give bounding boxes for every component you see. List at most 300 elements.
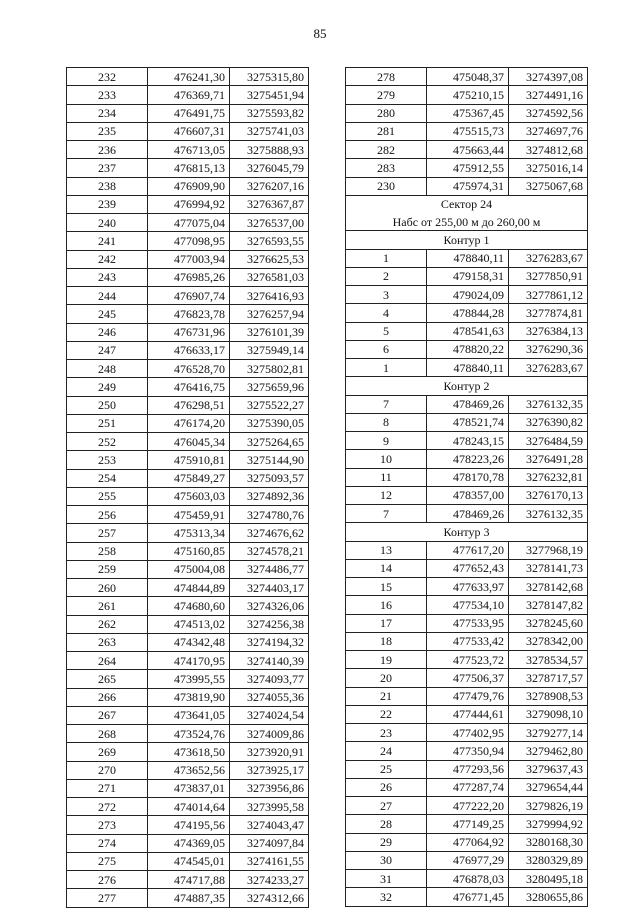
x-coordinate: 474342,48 bbox=[148, 633, 230, 651]
y-coordinate: 3273956,86 bbox=[230, 779, 309, 797]
table-row bbox=[346, 705, 588, 723]
x-coordinate: 475515,73 bbox=[427, 122, 509, 140]
point-number: 18 bbox=[346, 632, 427, 650]
table-row bbox=[67, 743, 309, 761]
y-coordinate: 3274892,36 bbox=[230, 487, 309, 505]
table-row bbox=[67, 159, 309, 177]
x-coordinate: 478243,15 bbox=[427, 432, 509, 450]
x-coordinate: 475912,55 bbox=[427, 159, 509, 177]
point-number: 255 bbox=[67, 487, 148, 505]
y-coordinate: 3275741,03 bbox=[230, 122, 309, 140]
sector-subtitle: Набс от 255,00 м до 260,00 м bbox=[346, 213, 588, 231]
x-coordinate: 474369,05 bbox=[148, 834, 230, 852]
x-coordinate: 476528,70 bbox=[148, 360, 230, 378]
point-number: 235 bbox=[67, 122, 148, 140]
y-coordinate: 3275802,81 bbox=[230, 360, 309, 378]
x-coordinate: 473837,01 bbox=[148, 779, 230, 797]
point-number: 232 bbox=[67, 68, 148, 86]
x-coordinate: 473819,90 bbox=[148, 688, 230, 706]
x-coordinate: 476985,26 bbox=[148, 268, 230, 286]
point-number: 259 bbox=[67, 560, 148, 578]
y-coordinate: 3280655,86 bbox=[509, 888, 588, 906]
point-number: 5 bbox=[346, 322, 427, 340]
x-coordinate: 477534,10 bbox=[427, 596, 509, 614]
x-coordinate: 473995,55 bbox=[148, 670, 230, 688]
table-row bbox=[346, 249, 588, 267]
point-number: 9 bbox=[346, 432, 427, 450]
table-row bbox=[67, 250, 309, 268]
point-number: 253 bbox=[67, 451, 148, 469]
x-coordinate: 476731,96 bbox=[148, 323, 230, 341]
y-coordinate: 3277968,19 bbox=[509, 541, 588, 559]
y-coordinate: 3275144,90 bbox=[230, 451, 309, 469]
point-number: 12 bbox=[346, 486, 427, 504]
y-coordinate: 3278245,60 bbox=[509, 614, 588, 632]
x-coordinate: 474513,02 bbox=[148, 615, 230, 633]
y-coordinate: 3276232,81 bbox=[509, 468, 588, 486]
table-row bbox=[346, 687, 588, 705]
table-row bbox=[67, 816, 309, 834]
x-coordinate: 476713,05 bbox=[148, 141, 230, 159]
sector-title: Сектор 24 bbox=[346, 195, 588, 213]
point-number: 2 bbox=[346, 267, 427, 285]
x-coordinate: 474545,01 bbox=[148, 852, 230, 870]
x-coordinate: 477506,37 bbox=[427, 669, 509, 687]
table-row bbox=[346, 304, 588, 322]
point-number: 22 bbox=[346, 705, 427, 723]
point-number: 24 bbox=[346, 742, 427, 760]
y-coordinate: 3276416,93 bbox=[230, 287, 309, 305]
x-coordinate: 477617,20 bbox=[427, 541, 509, 559]
table-row bbox=[67, 834, 309, 852]
point-number: 239 bbox=[67, 195, 148, 213]
x-coordinate: 475160,85 bbox=[148, 542, 230, 560]
point-number: 274 bbox=[67, 834, 148, 852]
table-row bbox=[67, 396, 309, 414]
table-row bbox=[67, 779, 309, 797]
x-coordinate: 477149,25 bbox=[427, 815, 509, 833]
page-number: 85 bbox=[313, 26, 327, 41]
y-coordinate: 3278142,68 bbox=[509, 578, 588, 596]
x-coordinate: 475603,03 bbox=[148, 487, 230, 505]
x-coordinate: 478541,63 bbox=[427, 322, 509, 340]
table-row bbox=[346, 104, 588, 122]
y-coordinate: 3276367,87 bbox=[230, 195, 309, 213]
point-number: 249 bbox=[67, 378, 148, 396]
point-number: 281 bbox=[346, 122, 427, 140]
table-row bbox=[346, 450, 588, 468]
x-coordinate: 473524,76 bbox=[148, 725, 230, 743]
y-coordinate: 3274312,66 bbox=[230, 889, 309, 907]
y-coordinate: 3275264,65 bbox=[230, 433, 309, 451]
y-coordinate: 3276045,79 bbox=[230, 159, 309, 177]
table-row bbox=[346, 86, 588, 104]
point-number: 256 bbox=[67, 506, 148, 524]
table-row bbox=[346, 486, 588, 504]
x-coordinate: 477075,04 bbox=[148, 214, 230, 232]
point-number: 252 bbox=[67, 433, 148, 451]
table-row bbox=[67, 305, 309, 323]
table-row bbox=[346, 395, 588, 413]
y-coordinate: 3275315,80 bbox=[230, 68, 309, 86]
x-coordinate: 474195,56 bbox=[148, 816, 230, 834]
table-row bbox=[67, 232, 309, 250]
point-number: 282 bbox=[346, 141, 427, 159]
x-coordinate: 476994,92 bbox=[148, 195, 230, 213]
x-coordinate: 476977,29 bbox=[427, 851, 509, 869]
point-number: 25 bbox=[346, 760, 427, 778]
y-coordinate: 3275067,68 bbox=[509, 177, 588, 195]
contour-2-label: Контур 2 bbox=[346, 377, 588, 395]
right-coordinates-table bbox=[345, 67, 588, 907]
x-coordinate: 477479,76 bbox=[427, 687, 509, 705]
point-number: 283 bbox=[346, 159, 427, 177]
x-coordinate: 473641,05 bbox=[148, 706, 230, 724]
y-coordinate: 3277850,91 bbox=[509, 267, 588, 285]
y-coordinate: 3278534,57 bbox=[509, 651, 588, 669]
table-row bbox=[346, 888, 588, 906]
x-coordinate: 473652,56 bbox=[148, 761, 230, 779]
x-coordinate: 478357,00 bbox=[427, 486, 509, 504]
y-coordinate: 3273995,58 bbox=[230, 798, 309, 816]
y-coordinate: 3276484,59 bbox=[509, 432, 588, 450]
table-row bbox=[346, 815, 588, 833]
y-coordinate: 3276132,35 bbox=[509, 395, 588, 413]
x-coordinate: 478223,26 bbox=[427, 450, 509, 468]
left-table-body bbox=[67, 68, 309, 908]
point-number: 258 bbox=[67, 542, 148, 560]
x-coordinate: 476878,03 bbox=[427, 870, 509, 888]
point-number: 240 bbox=[67, 214, 148, 232]
table-row bbox=[67, 323, 309, 341]
point-number: 16 bbox=[346, 596, 427, 614]
point-number: 268 bbox=[67, 725, 148, 743]
point-number: 8 bbox=[346, 413, 427, 431]
x-coordinate: 475910,81 bbox=[148, 451, 230, 469]
table-row bbox=[346, 651, 588, 669]
point-number: 272 bbox=[67, 798, 148, 816]
table-row bbox=[346, 742, 588, 760]
point-number: 11 bbox=[346, 468, 427, 486]
y-coordinate: 3278342,00 bbox=[509, 632, 588, 650]
y-coordinate: 3275593,82 bbox=[230, 104, 309, 122]
table-row bbox=[346, 760, 588, 778]
table-row bbox=[67, 122, 309, 140]
table-row bbox=[67, 214, 309, 232]
y-coordinate: 3279462,80 bbox=[509, 742, 588, 760]
point-number: 257 bbox=[67, 524, 148, 542]
y-coordinate: 3274024,54 bbox=[230, 706, 309, 724]
x-coordinate: 476909,90 bbox=[148, 177, 230, 195]
point-number: 242 bbox=[67, 250, 148, 268]
y-coordinate: 3274140,39 bbox=[230, 652, 309, 670]
point-number: 7 bbox=[346, 505, 427, 523]
table-row bbox=[346, 505, 588, 523]
table-row bbox=[67, 579, 309, 597]
point-number: 7 bbox=[346, 395, 427, 413]
table-row bbox=[67, 141, 309, 159]
contour-1-label-row bbox=[346, 231, 588, 249]
table-row bbox=[346, 541, 588, 559]
point-number: 246 bbox=[67, 323, 148, 341]
x-coordinate: 474680,60 bbox=[148, 597, 230, 615]
y-coordinate: 3274043,47 bbox=[230, 816, 309, 834]
y-coordinate: 3274194,32 bbox=[230, 633, 309, 651]
x-coordinate: 479158,31 bbox=[427, 267, 509, 285]
y-coordinate: 3274812,68 bbox=[509, 141, 588, 159]
table-row bbox=[67, 761, 309, 779]
table-row bbox=[67, 287, 309, 305]
point-number: 10 bbox=[346, 450, 427, 468]
point-number: 237 bbox=[67, 159, 148, 177]
table-row bbox=[346, 669, 588, 687]
point-number: 241 bbox=[67, 232, 148, 250]
table-row bbox=[67, 195, 309, 213]
x-coordinate: 476298,51 bbox=[148, 396, 230, 414]
y-coordinate: 3276132,35 bbox=[509, 505, 588, 523]
left-coordinates-table bbox=[66, 67, 309, 908]
y-coordinate: 3276283,67 bbox=[509, 249, 588, 267]
y-coordinate: 3275451,94 bbox=[230, 86, 309, 104]
point-number: 27 bbox=[346, 797, 427, 815]
y-coordinate: 3274697,76 bbox=[509, 122, 588, 140]
x-coordinate: 475004,08 bbox=[148, 560, 230, 578]
x-coordinate: 478820,22 bbox=[427, 340, 509, 358]
point-number: 28 bbox=[346, 815, 427, 833]
x-coordinate: 476815,13 bbox=[148, 159, 230, 177]
x-coordinate: 476416,75 bbox=[148, 378, 230, 396]
x-coordinate: 477444,61 bbox=[427, 705, 509, 723]
y-coordinate: 3274491,16 bbox=[509, 86, 588, 104]
point-number: 3 bbox=[346, 286, 427, 304]
right-table-body bbox=[346, 68, 588, 907]
table-row bbox=[67, 104, 309, 122]
y-coordinate: 3274326,06 bbox=[230, 597, 309, 615]
point-number: 264 bbox=[67, 652, 148, 670]
y-coordinate: 3276537,00 bbox=[230, 214, 309, 232]
table-row bbox=[346, 870, 588, 888]
x-coordinate: 477633,97 bbox=[427, 578, 509, 596]
y-coordinate: 3278908,53 bbox=[509, 687, 588, 705]
x-coordinate: 476491,75 bbox=[148, 104, 230, 122]
point-number: 234 bbox=[67, 104, 148, 122]
point-number: 266 bbox=[67, 688, 148, 706]
x-coordinate: 477533,95 bbox=[427, 614, 509, 632]
table-row bbox=[346, 432, 588, 450]
x-coordinate: 474170,95 bbox=[148, 652, 230, 670]
table-row bbox=[67, 177, 309, 195]
point-number: 4 bbox=[346, 304, 427, 322]
point-number: 251 bbox=[67, 414, 148, 432]
table-row bbox=[67, 268, 309, 286]
x-coordinate: 478840,11 bbox=[427, 249, 509, 267]
point-number: 276 bbox=[67, 871, 148, 889]
point-number: 236 bbox=[67, 141, 148, 159]
table-row bbox=[67, 341, 309, 359]
x-coordinate: 477222,20 bbox=[427, 797, 509, 815]
y-coordinate: 3274161,55 bbox=[230, 852, 309, 870]
y-coordinate: 3276257,94 bbox=[230, 305, 309, 323]
table-row bbox=[346, 851, 588, 869]
x-coordinate: 476241,30 bbox=[148, 68, 230, 86]
y-coordinate: 3273920,91 bbox=[230, 743, 309, 761]
point-number: 245 bbox=[67, 305, 148, 323]
y-coordinate: 3276290,36 bbox=[509, 340, 588, 358]
y-coordinate: 3279826,19 bbox=[509, 797, 588, 815]
point-number: 261 bbox=[67, 597, 148, 615]
table-row bbox=[346, 322, 588, 340]
x-coordinate: 475313,34 bbox=[148, 524, 230, 542]
table-row bbox=[346, 286, 588, 304]
point-number: 280 bbox=[346, 104, 427, 122]
y-coordinate: 3274233,27 bbox=[230, 871, 309, 889]
y-coordinate: 3274676,62 bbox=[230, 524, 309, 542]
point-number: 250 bbox=[67, 396, 148, 414]
table-row bbox=[67, 68, 309, 86]
contour-2-label-row bbox=[346, 377, 588, 395]
table-row bbox=[67, 652, 309, 670]
contour-3-label: Контур 3 bbox=[346, 523, 588, 541]
x-coordinate: 476045,34 bbox=[148, 433, 230, 451]
y-coordinate: 3274486,77 bbox=[230, 560, 309, 578]
x-coordinate: 474014,64 bbox=[148, 798, 230, 816]
y-coordinate: 3276283,67 bbox=[509, 359, 588, 377]
x-coordinate: 474717,88 bbox=[148, 871, 230, 889]
table-row bbox=[346, 468, 588, 486]
y-coordinate: 3277861,12 bbox=[509, 286, 588, 304]
table-row bbox=[346, 632, 588, 650]
x-coordinate: 476823,78 bbox=[148, 305, 230, 323]
y-coordinate: 3276101,39 bbox=[230, 323, 309, 341]
y-coordinate: 3274009,86 bbox=[230, 725, 309, 743]
point-number: 279 bbox=[346, 86, 427, 104]
x-coordinate: 479024,09 bbox=[427, 286, 509, 304]
y-coordinate: 3276593,55 bbox=[230, 232, 309, 250]
x-coordinate: 477350,94 bbox=[427, 742, 509, 760]
point-number: 243 bbox=[67, 268, 148, 286]
table-row bbox=[67, 506, 309, 524]
table-row bbox=[67, 360, 309, 378]
table-row bbox=[67, 524, 309, 542]
table-row bbox=[67, 688, 309, 706]
y-coordinate: 3273925,17 bbox=[230, 761, 309, 779]
table-row bbox=[67, 469, 309, 487]
point-number: 32 bbox=[346, 888, 427, 906]
y-coordinate: 3278717,57 bbox=[509, 669, 588, 687]
x-coordinate: 476607,31 bbox=[148, 122, 230, 140]
point-number: 278 bbox=[346, 68, 427, 86]
y-coordinate: 3274055,36 bbox=[230, 688, 309, 706]
table-row bbox=[67, 725, 309, 743]
table-row bbox=[346, 340, 588, 358]
table-row bbox=[67, 706, 309, 724]
x-coordinate: 478521,74 bbox=[427, 413, 509, 431]
y-coordinate: 3279654,44 bbox=[509, 778, 588, 796]
y-coordinate: 3276207,16 bbox=[230, 177, 309, 195]
point-number: 238 bbox=[67, 177, 148, 195]
x-coordinate: 476771,45 bbox=[427, 888, 509, 906]
x-coordinate: 478469,26 bbox=[427, 505, 509, 523]
x-coordinate: 473618,50 bbox=[148, 743, 230, 761]
x-coordinate: 478840,11 bbox=[427, 359, 509, 377]
point-number: 15 bbox=[346, 578, 427, 596]
table-row bbox=[346, 159, 588, 177]
table-row bbox=[67, 451, 309, 469]
x-coordinate: 478844,28 bbox=[427, 304, 509, 322]
point-number: 265 bbox=[67, 670, 148, 688]
y-coordinate: 3276625,53 bbox=[230, 250, 309, 268]
table-row bbox=[67, 889, 309, 907]
table-row bbox=[67, 86, 309, 104]
table-row bbox=[346, 68, 588, 86]
x-coordinate: 477652,43 bbox=[427, 559, 509, 577]
x-coordinate: 477287,74 bbox=[427, 778, 509, 796]
table-row bbox=[346, 177, 588, 195]
x-coordinate: 475974,31 bbox=[427, 177, 509, 195]
y-coordinate: 3275016,14 bbox=[509, 159, 588, 177]
y-coordinate: 3275659,96 bbox=[230, 378, 309, 396]
table-row bbox=[67, 414, 309, 432]
point-number: 271 bbox=[67, 779, 148, 797]
x-coordinate: 478170,78 bbox=[427, 468, 509, 486]
x-coordinate: 477293,56 bbox=[427, 760, 509, 778]
point-number: 17 bbox=[346, 614, 427, 632]
table-row bbox=[346, 141, 588, 159]
x-coordinate: 474844,89 bbox=[148, 579, 230, 597]
y-coordinate: 3279994,92 bbox=[509, 815, 588, 833]
y-coordinate: 3280329,89 bbox=[509, 851, 588, 869]
table-row bbox=[67, 378, 309, 396]
table-row bbox=[67, 798, 309, 816]
y-coordinate: 3274403,17 bbox=[230, 579, 309, 597]
table-row bbox=[346, 797, 588, 815]
y-coordinate: 3275949,14 bbox=[230, 341, 309, 359]
point-number: 30 bbox=[346, 851, 427, 869]
y-coordinate: 3275888,93 bbox=[230, 141, 309, 159]
y-coordinate: 3278141,73 bbox=[509, 559, 588, 577]
table-row bbox=[346, 578, 588, 596]
point-number: 14 bbox=[346, 559, 427, 577]
x-coordinate: 475459,91 bbox=[148, 506, 230, 524]
y-coordinate: 3276581,03 bbox=[230, 268, 309, 286]
y-coordinate: 3275390,05 bbox=[230, 414, 309, 432]
table-row bbox=[67, 542, 309, 560]
x-coordinate: 475367,45 bbox=[427, 104, 509, 122]
point-number: 6 bbox=[346, 340, 427, 358]
table-row bbox=[67, 670, 309, 688]
contour-3-label-row bbox=[346, 523, 588, 541]
y-coordinate: 3279277,14 bbox=[509, 724, 588, 742]
table-row bbox=[346, 359, 588, 377]
y-coordinate: 3277874,81 bbox=[509, 304, 588, 322]
x-coordinate: 476907,74 bbox=[148, 287, 230, 305]
point-number: 262 bbox=[67, 615, 148, 633]
x-coordinate: 477533,42 bbox=[427, 632, 509, 650]
point-number: 29 bbox=[346, 833, 427, 851]
y-coordinate: 3274578,21 bbox=[230, 542, 309, 560]
table-row bbox=[67, 871, 309, 889]
point-number: 275 bbox=[67, 852, 148, 870]
x-coordinate: 477523,72 bbox=[427, 651, 509, 669]
point-number: 244 bbox=[67, 287, 148, 305]
y-coordinate: 3280495,18 bbox=[509, 870, 588, 888]
table-row bbox=[67, 597, 309, 615]
point-number: 26 bbox=[346, 778, 427, 796]
x-coordinate: 476174,20 bbox=[148, 414, 230, 432]
table-row bbox=[346, 614, 588, 632]
table-row bbox=[346, 778, 588, 796]
y-coordinate: 3274093,77 bbox=[230, 670, 309, 688]
